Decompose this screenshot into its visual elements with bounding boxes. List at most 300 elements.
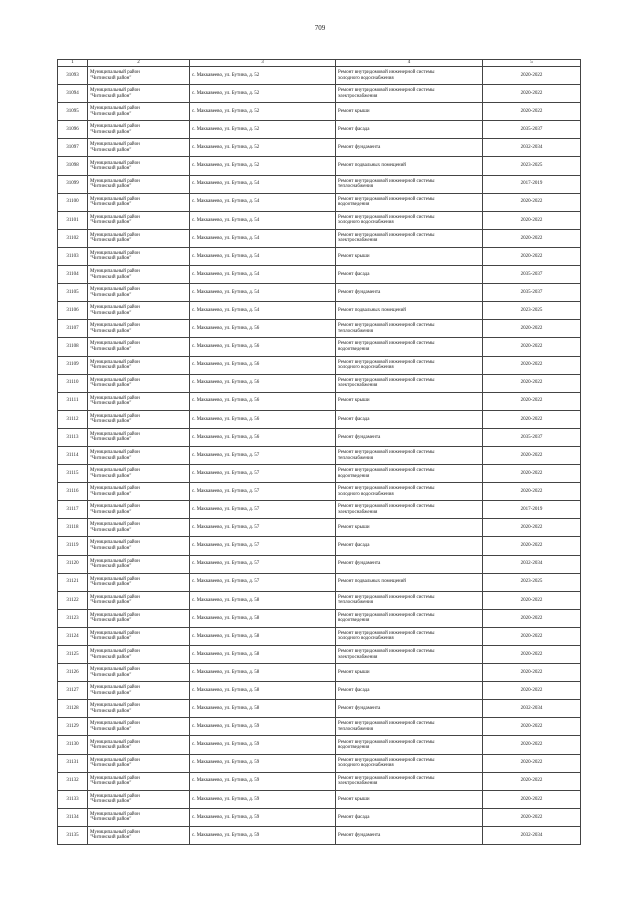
work-type-cell <box>336 555 483 573</box>
municipality-line: Муниципальный район <box>90 70 140 76</box>
municipality-line: Муниципальный район <box>90 558 140 564</box>
period-cell: 2020-2022 <box>483 247 581 265</box>
table-row <box>58 157 581 175</box>
work-type-cell <box>336 266 483 284</box>
municipality-line: Муниципальный район <box>90 522 140 528</box>
work-type-line: Ремонт внутридомовой инженерной системы <box>338 630 435 636</box>
municipality-line: "Читинский район" <box>90 166 132 172</box>
row-number-cell: 31127 <box>58 682 88 700</box>
work-type-line: Ремонт внутридомовой инженерной системы <box>338 486 435 492</box>
municipality-cell <box>88 410 190 428</box>
address-cell: с. Маккавеево, ул. Бутина, д. 57 <box>190 446 336 464</box>
municipality-line: "Читинский район" <box>90 509 132 515</box>
row-number-cell: 31134 <box>58 808 88 826</box>
address-cell: с. Маккавеево, ул. Бутина, д. 59 <box>190 808 336 826</box>
work-type-cell <box>336 465 483 483</box>
municipality-line: "Читинский район" <box>90 781 132 787</box>
table-row <box>58 501 581 519</box>
work-type-cell <box>336 483 483 501</box>
period-cell: 2023-2025 <box>483 302 581 320</box>
work-type-line: Ремонт крыши <box>338 669 370 675</box>
address-cell: с. Маккавеево, ул. Бутина, д. 58 <box>190 700 336 718</box>
address-cell: с. Маккавеево, ул. Бутина, д. 54 <box>190 211 336 229</box>
row-number-cell: 31105 <box>58 284 88 302</box>
municipality-line: Муниципальный район <box>90 196 140 202</box>
period-cell: 2020-2022 <box>483 338 581 356</box>
address-cell: с. Маккавеево, ул. Бутина, д. 58 <box>190 591 336 609</box>
row-number-cell: 31103 <box>58 247 88 265</box>
period-cell: 2023-2025 <box>483 573 581 591</box>
work-type-line: электроснабжения <box>338 654 378 660</box>
work-type-cell <box>336 664 483 682</box>
period-cell: 2020-2022 <box>483 519 581 537</box>
work-type-line: Ремонт внутридомовой инженерной системы <box>338 594 435 600</box>
row-number-cell: 31099 <box>58 175 88 193</box>
municipality-line: Муниципальный район <box>90 576 140 582</box>
work-type-line: Ремонт внутридомовой инженерной системы <box>338 739 435 745</box>
municipality-cell <box>88 700 190 718</box>
work-type-line: Ремонт крыши <box>338 796 370 802</box>
municipality-line: "Читинский район" <box>90 835 132 841</box>
table-row <box>58 428 581 446</box>
municipality-cell <box>88 338 190 356</box>
municipality-cell <box>88 446 190 464</box>
municipality-line: Муниципальный район <box>90 739 140 745</box>
work-type-cell <box>336 826 483 844</box>
municipality-line: "Читинский район" <box>90 346 132 352</box>
address-cell: с. Маккавеево, ул. Бутина, д. 58 <box>190 682 336 700</box>
work-type-line: теплоснабжения <box>338 328 373 334</box>
municipality-line: "Читинский район" <box>90 365 132 371</box>
address-cell: с. Маккавеево, ул. Бутина, д. 59 <box>190 772 336 790</box>
address-cell: с. Маккавеево, ул. Бутина, д. 58 <box>190 627 336 645</box>
municipality-line: Муниципальный район <box>90 486 140 492</box>
table-row <box>58 718 581 736</box>
address-cell: с. Маккавеево, ул. Бутина, д. 56 <box>190 428 336 446</box>
work-type-line: Ремонт фасада <box>338 687 370 693</box>
municipality-line: "Читинский район" <box>90 726 132 732</box>
municipality-line: "Читинский район" <box>90 564 132 570</box>
municipality-cell <box>88 320 190 338</box>
address-cell: с. Маккавеево, ул. Бутина, д. 56 <box>190 356 336 374</box>
work-type-cell <box>336 211 483 229</box>
period-cell: 2020-2022 <box>483 410 581 428</box>
work-type-line: Ремонт фасада <box>338 416 370 422</box>
municipality-line: "Читинский район" <box>90 618 132 624</box>
municipality-cell <box>88 609 190 627</box>
work-type-cell <box>336 627 483 645</box>
period-cell: 2023-2025 <box>483 157 581 175</box>
period-cell: 2020-2022 <box>483 229 581 247</box>
row-number-cell: 31108 <box>58 338 88 356</box>
work-type-cell <box>336 736 483 754</box>
row-number-cell: 31114 <box>58 446 88 464</box>
municipality-line: Муниципальный район <box>90 142 140 148</box>
row-number-cell: 31095 <box>58 103 88 121</box>
column-header: 5 <box>483 60 581 67</box>
municipality-cell <box>88 646 190 664</box>
row-number-cell: 31124 <box>58 627 88 645</box>
period-cell: 2020-2022 <box>483 664 581 682</box>
work-type-cell <box>336 302 483 320</box>
row-number-cell: 31104 <box>58 266 88 284</box>
period-cell: 2020-2022 <box>483 103 581 121</box>
work-type-cell <box>336 573 483 591</box>
work-type-cell <box>336 501 483 519</box>
municipality-line: Муниципальный район <box>90 775 140 781</box>
work-type-line: Ремонт внутридомовой инженерной системы <box>338 612 435 618</box>
work-type-line: Ремонт фундамента <box>338 832 381 838</box>
work-type-line: Ремонт подвальных помещений <box>338 579 406 585</box>
address-cell: с. Маккавеево, ул. Бутина, д. 54 <box>190 193 336 211</box>
address-cell: с. Маккавеево, ул. Бутина, д. 52 <box>190 67 336 85</box>
table-row <box>58 121 581 139</box>
period-cell: 2020-2022 <box>483 537 581 555</box>
work-type-line: теплоснабжения <box>338 184 373 190</box>
municipality-line: Муниципальный район <box>90 703 140 709</box>
table-row <box>58 374 581 392</box>
row-number-cell: 31102 <box>58 229 88 247</box>
row-number-cell: 31098 <box>58 157 88 175</box>
work-type-line: Ремонт внутридомовой инженерной системы <box>338 649 435 655</box>
table-row <box>58 790 581 808</box>
municipality-cell <box>88 790 190 808</box>
municipality-cell <box>88 302 190 320</box>
work-type-line: электроснабжения <box>338 383 378 389</box>
municipality-line: "Читинский район" <box>90 654 132 660</box>
address-cell: с. Маккавеево, ул. Бутина, д. 58 <box>190 664 336 682</box>
municipality-line: "Читинский район" <box>90 708 132 714</box>
work-type-cell <box>336 85 483 103</box>
period-cell: 2020-2022 <box>483 591 581 609</box>
municipality-line: Муниципальный район <box>90 721 140 727</box>
row-number-cell: 31111 <box>58 392 88 410</box>
table-row <box>58 229 581 247</box>
municipality-line: "Читинский район" <box>90 184 132 190</box>
table-row <box>58 754 581 772</box>
table-row <box>58 646 581 664</box>
row-number-cell: 31093 <box>58 67 88 85</box>
work-type-line: Ремонт внутридомовой инженерной системы <box>338 775 435 781</box>
work-type-line: водоотведения <box>338 473 370 479</box>
table-row <box>58 356 581 374</box>
address-cell: с. Маккавеево, ул. Бутина, д. 57 <box>190 483 336 501</box>
municipality-cell <box>88 157 190 175</box>
table-row <box>58 736 581 754</box>
municipality-line: Муниципальный район <box>90 232 140 238</box>
table-row <box>58 103 581 121</box>
period-cell: 2017-2019 <box>483 501 581 519</box>
work-type-line: Ремонт крыши <box>338 108 370 114</box>
work-type-cell <box>336 338 483 356</box>
period-cell: 2032-2034 <box>483 555 581 573</box>
work-type-cell <box>336 67 483 85</box>
address-cell: с. Маккавеево, ул. Бутина, д. 52 <box>190 157 336 175</box>
address-cell: с. Маккавеево, ул. Бутина, д. 57 <box>190 519 336 537</box>
address-cell: с. Маккавеево, ул. Бутина, д. 58 <box>190 609 336 627</box>
row-number-cell: 31094 <box>58 85 88 103</box>
table-row <box>58 410 581 428</box>
work-type-cell <box>336 320 483 338</box>
municipality-line: Муниципальный район <box>90 88 140 94</box>
period-cell: 2020-2022 <box>483 483 581 501</box>
municipality-cell <box>88 555 190 573</box>
municipality-cell <box>88 627 190 645</box>
period-cell: 2020-2022 <box>483 465 581 483</box>
period-cell: 2020-2022 <box>483 609 581 627</box>
work-type-line: Ремонт внутридомовой инженерной системы <box>338 504 435 510</box>
address-cell: с. Маккавеево, ул. Бутина, д. 56 <box>190 320 336 338</box>
work-type-line: Ремонт подвальных помещений <box>338 163 406 169</box>
work-type-line: Ремонт крыши <box>338 398 370 404</box>
row-number-cell: 31101 <box>58 211 88 229</box>
municipality-line: "Читинский район" <box>90 220 132 226</box>
period-cell: 2035-2037 <box>483 266 581 284</box>
municipality-line: Муниципальный район <box>90 124 140 130</box>
municipality-cell <box>88 682 190 700</box>
municipality-line: "Читинский район" <box>90 93 132 99</box>
table-row <box>58 85 581 103</box>
row-number-cell: 31115 <box>58 465 88 483</box>
address-cell: с. Маккавеево, ул. Бутина, д. 56 <box>190 410 336 428</box>
address-cell: с. Маккавеево, ул. Бутина, д. 52 <box>190 103 336 121</box>
period-cell: 2020-2022 <box>483 718 581 736</box>
row-number-cell: 31118 <box>58 519 88 537</box>
table-row <box>58 266 581 284</box>
repair-schedule-table <box>57 59 581 845</box>
work-type-cell <box>336 754 483 772</box>
municipality-line: "Читинский район" <box>90 545 132 551</box>
work-type-line: Ремонт фундамента <box>338 706 381 712</box>
municipality-cell <box>88 736 190 754</box>
work-type-cell <box>336 193 483 211</box>
work-type-cell <box>336 428 483 446</box>
municipality-line: Муниципальный район <box>90 594 140 600</box>
address-cell: с. Маккавеево, ул. Бутина, д. 54 <box>190 247 336 265</box>
table-row <box>58 302 581 320</box>
table-row <box>58 284 581 302</box>
municipality-line: "Читинский район" <box>90 238 132 244</box>
table-row <box>58 446 581 464</box>
work-type-line: Ремонт фундамента <box>338 145 381 151</box>
municipality-line: "Читинский район" <box>90 527 132 533</box>
address-cell: с. Маккавеево, ул. Бутина, д. 58 <box>190 646 336 664</box>
row-number-cell: 31110 <box>58 374 88 392</box>
work-type-line: Ремонт фасада <box>338 271 370 277</box>
municipality-line: "Читинский район" <box>90 111 132 117</box>
table-row <box>58 700 581 718</box>
row-number-cell: 31113 <box>58 428 88 446</box>
work-type-line: Ремонт внутридомовой инженерной системы <box>338 341 435 347</box>
row-number-cell: 31133 <box>58 790 88 808</box>
address-cell: с. Маккавеево, ул. Бутина, д. 56 <box>190 338 336 356</box>
municipality-cell <box>88 428 190 446</box>
work-type-line: Ремонт внутридомовой инженерной системы <box>338 214 435 220</box>
municipality-cell <box>88 175 190 193</box>
municipality-cell <box>88 284 190 302</box>
work-type-cell <box>336 790 483 808</box>
address-cell: с. Маккавеево, ул. Бутина, д. 54 <box>190 302 336 320</box>
address-cell: с. Маккавеево, ул. Бутина, д. 57 <box>190 537 336 555</box>
municipality-line: "Читинский район" <box>90 690 132 696</box>
municipality-line: Муниципальный район <box>90 287 140 293</box>
work-type-line: водоотведения <box>338 346 370 352</box>
municipality-line: "Читинский район" <box>90 473 132 479</box>
municipality-cell <box>88 247 190 265</box>
work-type-cell <box>336 229 483 247</box>
municipality-line: "Читинский район" <box>90 401 132 407</box>
municipality-cell <box>88 374 190 392</box>
address-cell: с. Маккавеево, ул. Бутина, д. 57 <box>190 555 336 573</box>
municipality-line: Муниципальный район <box>90 269 140 275</box>
municipality-line: Муниципальный район <box>90 323 140 329</box>
period-cell: 2020-2022 <box>483 211 581 229</box>
row-number-cell: 31097 <box>58 139 88 157</box>
work-type-cell <box>336 103 483 121</box>
work-type-line: холодного водоснабжения <box>338 365 394 371</box>
work-type-line: электроснабжения <box>338 781 378 787</box>
work-type-line: Ремонт внутридомовой инженерной системы <box>338 70 435 76</box>
municipality-line: "Читинский район" <box>90 636 132 642</box>
period-cell: 2032-2034 <box>483 826 581 844</box>
municipality-line: "Читинский район" <box>90 75 132 81</box>
work-type-line: теплоснабжения <box>338 455 373 461</box>
municipality-line: "Читинский район" <box>90 328 132 334</box>
municipality-line: Муниципальный район <box>90 829 140 835</box>
column-header: 1 <box>58 60 88 67</box>
work-type-cell <box>336 718 483 736</box>
municipality-cell <box>88 826 190 844</box>
table-row <box>58 193 581 211</box>
work-type-line: Ремонт внутридомовой инженерной системы <box>338 377 435 383</box>
work-type-cell <box>336 808 483 826</box>
work-type-line: Ремонт внутридомовой инженерной системы <box>338 232 435 238</box>
period-cell: 2020-2022 <box>483 646 581 664</box>
municipality-cell <box>88 266 190 284</box>
municipality-line: Муниципальный район <box>90 377 140 383</box>
municipality-line: Муниципальный район <box>90 160 140 166</box>
period-cell: 2020-2022 <box>483 193 581 211</box>
work-type-cell <box>336 392 483 410</box>
municipality-line: "Читинский район" <box>90 455 132 461</box>
municipality-cell <box>88 664 190 682</box>
municipality-line: Муниципальный район <box>90 450 140 456</box>
work-type-line: Ремонт фундамента <box>338 561 381 567</box>
municipality-line: Муниципальный район <box>90 540 140 546</box>
municipality-line: Муниципальный район <box>90 649 140 655</box>
work-type-line: водоотведения <box>338 202 370 208</box>
municipality-line: "Читинский район" <box>90 147 132 153</box>
row-number-cell: 31129 <box>58 718 88 736</box>
municipality-cell <box>88 754 190 772</box>
row-number-cell: 31131 <box>58 754 88 772</box>
address-cell: с. Маккавеево, ул. Бутина, д. 54 <box>190 175 336 193</box>
municipality-cell <box>88 211 190 229</box>
municipality-line: Муниципальный район <box>90 431 140 437</box>
work-type-line: холодного водоснабжения <box>338 220 394 226</box>
row-number-cell: 31135 <box>58 826 88 844</box>
address-cell: с. Маккавеево, ул. Бутина, д. 59 <box>190 790 336 808</box>
table-row <box>58 808 581 826</box>
municipality-cell <box>88 772 190 790</box>
work-type-line: Ремонт фасада <box>338 814 370 820</box>
address-cell: с. Маккавеево, ул. Бутина, д. 59 <box>190 718 336 736</box>
municipality-line: Муниципальный район <box>90 793 140 799</box>
work-type-line: Ремонт подвальных помещений <box>338 308 406 314</box>
table-row <box>58 826 581 844</box>
work-type-cell <box>336 519 483 537</box>
work-type-cell <box>336 609 483 627</box>
municipality-cell <box>88 356 190 374</box>
municipality-line: "Читинский район" <box>90 582 132 588</box>
address-cell: с. Маккавеево, ул. Бутина, д. 57 <box>190 501 336 519</box>
work-type-line: Ремонт внутридомовой инженерной системы <box>338 178 435 184</box>
municipality-line: "Читинский район" <box>90 763 132 769</box>
table-row <box>58 682 581 700</box>
address-cell: с. Маккавеево, ул. Бутина, д. 52 <box>190 85 336 103</box>
municipality-line: Муниципальный район <box>90 685 140 691</box>
page-number: 709 <box>314 24 326 32</box>
period-cell: 2020-2022 <box>483 374 581 392</box>
period-cell: 2020-2022 <box>483 790 581 808</box>
municipality-cell <box>88 718 190 736</box>
period-cell: 2032-2034 <box>483 139 581 157</box>
municipality-line: "Читинский район" <box>90 672 132 678</box>
municipality-cell <box>88 193 190 211</box>
work-type-line: холодного водоснабжения <box>338 636 394 642</box>
work-type-cell <box>336 139 483 157</box>
row-number-cell: 31128 <box>58 700 88 718</box>
period-cell: 2035-2037 <box>483 284 581 302</box>
table-row <box>58 247 581 265</box>
table-row <box>58 392 581 410</box>
row-number-cell: 31130 <box>58 736 88 754</box>
municipality-cell <box>88 573 190 591</box>
work-type-line: Ремонт внутридомовой инженерной системы <box>338 323 435 329</box>
table-row <box>58 67 581 85</box>
municipality-line: Муниципальный район <box>90 757 140 763</box>
municipality-cell <box>88 85 190 103</box>
work-type-line: электроснабжения <box>338 93 378 99</box>
period-cell: 2035-2037 <box>483 428 581 446</box>
row-number-cell: 31120 <box>58 555 88 573</box>
work-type-line: Ремонт внутридомовой инженерной системы <box>338 359 435 365</box>
table-row <box>58 609 581 627</box>
municipality-line: "Читинский район" <box>90 817 132 823</box>
work-type-cell <box>336 374 483 392</box>
period-cell: 2017-2019 <box>483 175 581 193</box>
work-type-line: Ремонт внутридомовой инженерной системы <box>338 196 435 202</box>
municipality-line: Муниципальный район <box>90 811 140 817</box>
work-type-cell <box>336 446 483 464</box>
municipality-cell <box>88 139 190 157</box>
municipality-line: "Читинский район" <box>90 437 132 443</box>
work-type-line: Ремонт фундамента <box>338 434 381 440</box>
municipality-cell <box>88 392 190 410</box>
municipality-cell <box>88 103 190 121</box>
row-number-cell: 31119 <box>58 537 88 555</box>
period-cell: 2020-2022 <box>483 627 581 645</box>
row-number-cell: 31116 <box>58 483 88 501</box>
period-cell: 2020-2022 <box>483 356 581 374</box>
work-type-cell <box>336 284 483 302</box>
address-cell: с. Маккавеево, ул. Бутина, д. 59 <box>190 826 336 844</box>
table-row <box>58 465 581 483</box>
municipality-line: "Читинский район" <box>90 292 132 298</box>
municipality-line: Муниципальный район <box>90 504 140 510</box>
table-row <box>58 139 581 157</box>
municipality-line: "Читинский район" <box>90 419 132 425</box>
